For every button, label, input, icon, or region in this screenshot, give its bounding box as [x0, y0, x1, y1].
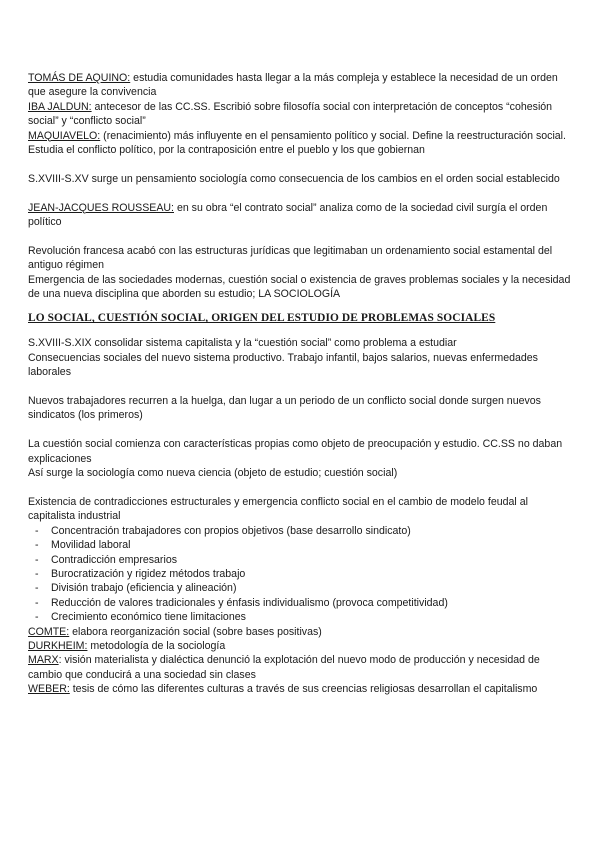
list-item: - Contradicción empresarios [28, 553, 576, 567]
name-maquiavelo: MAQUIAVELO: [28, 129, 101, 142]
text-marx: : visión materialista y dialéctica denunció la explotación del nuevo modo de producción y necesidad de cambio que conducirá a una sociedad sin clases [28, 654, 540, 681]
text-durkheim: metodología de la sociología [87, 639, 226, 652]
paragraph-consecuencias: Consecuencias sociales del nuevo sistema productivo. Trabajo infantil, bajos salarios, nuevas enfermedades laborales [28, 351, 538, 379]
text-aquino: estudia comunidades hasta llegar a la más compleja y establece la necesidad de un orden que asegure la convivencia [28, 72, 558, 99]
text-rousseau: en su obra “el contrato social” analiza como de la sociedad civil surgía el orden político [28, 201, 548, 229]
paragraph-contradicciones: Existencia de contradicciones estructurales y emergencia conflicto social en el cambio de modelo feudal al capitalista industrial [28, 495, 528, 523]
paragraph-cuestion-social: La cuestión social comienza con características propias como objeto de preocupación y estudio. CC.SS no daban explicaciones [28, 438, 563, 465]
paragraph-jaldun [28, 100, 576, 129]
bullet-list [28, 524, 576, 625]
list-item: - Burocratización y rigidez métodos trabajo [28, 567, 576, 581]
paragraph-aquino [28, 71, 576, 100]
name-marx: MARX [28, 654, 59, 667]
paragraph-sxix: S.XVIII-S.XIX consolidar sistema capitalista y la “cuestión social” como problema a estudiar [28, 337, 457, 350]
list-item: - Movilidad laboral [28, 538, 576, 552]
paragraph-durkheim [28, 639, 576, 653]
paragraph-sxviii: S.XVIII-S.XV surge un pensamiento sociología como consecuencia de los cambios en el orden social establecido [28, 172, 560, 185]
paragraph-maquiavelo [28, 129, 576, 158]
text-weber: tesis de cómo las diferentes culturas a través de sus creencias religiosas desarrollan el capitalismo [69, 683, 538, 696]
paragraph-revolucion: Revolución francesa acabó con las estructuras jurídicas que legitimaban un ordenamiento social estamental del antiguo régimen [28, 244, 553, 272]
name-jaldun: IBA JALDUN: [28, 100, 92, 113]
list-item: - Reducción de valores tradicionales y énfasis individualismo (provoca competitividad) [28, 596, 576, 610]
name-weber: WEBER: [28, 683, 70, 696]
paragraph-comte [28, 625, 576, 639]
list-item: - División trabajo (eficiencia y alineación) [28, 581, 576, 595]
text-maquiavelo: (renacimiento) más influyente en el pensamiento político y social. Define la reestructuración social. Estudia el conflicto político, por la contraposición entre el pueblo y los que gobiernan [28, 129, 566, 157]
name-durkheim: DURKHEIM: [28, 639, 88, 652]
paragraph-emergencia: Emergencia de las sociedades modernas, cuestión social o existencia de graves problemas sociales y la necesidad de una nueva disciplina que aborden su estudio; LA SOCIOLOGÍA [28, 273, 571, 301]
name-aquino: TOMÁS DE AQUINO: [28, 72, 131, 84]
paragraph-rousseau [28, 201, 576, 230]
paragraph-marx [28, 653, 576, 682]
name-comte: COMTE: [28, 625, 70, 638]
paragraph-huelga: Nuevos trabajadores recurren a la huelga, dan lugar a un periodo de un conflicto social donde surgen nuevos sindicatos (los primeros) [28, 395, 541, 422]
paragraph-weber [28, 682, 576, 696]
list-item: - Crecimiento económico tiene limitaciones [28, 610, 576, 624]
document-body [28, 71, 576, 697]
paragraph-sociologia: Así surge la sociología como nueva ciencia (objeto de estudio; cuestión social) [28, 467, 398, 480]
name-rousseau: JEAN-JACQUES ROUSSEAU: [28, 201, 174, 214]
text-jaldun: antecesor de las CC.SS. Escribió sobre filosofía social con interpretación de conceptos “cohesión social” y “conflicto social” [28, 100, 553, 128]
list-item: - Concentración trabajadores con propios objetivos (base desarrollo sindicato) [28, 524, 576, 538]
section-heading: LO SOCIAL, CUESTIÓN SOCIAL, ORIGEN DEL ESTUDIO DE PROBLEMAS SOCIALES [28, 312, 496, 325]
text-comte: elabora reorganización social (sobre bases positivas) [69, 625, 322, 638]
